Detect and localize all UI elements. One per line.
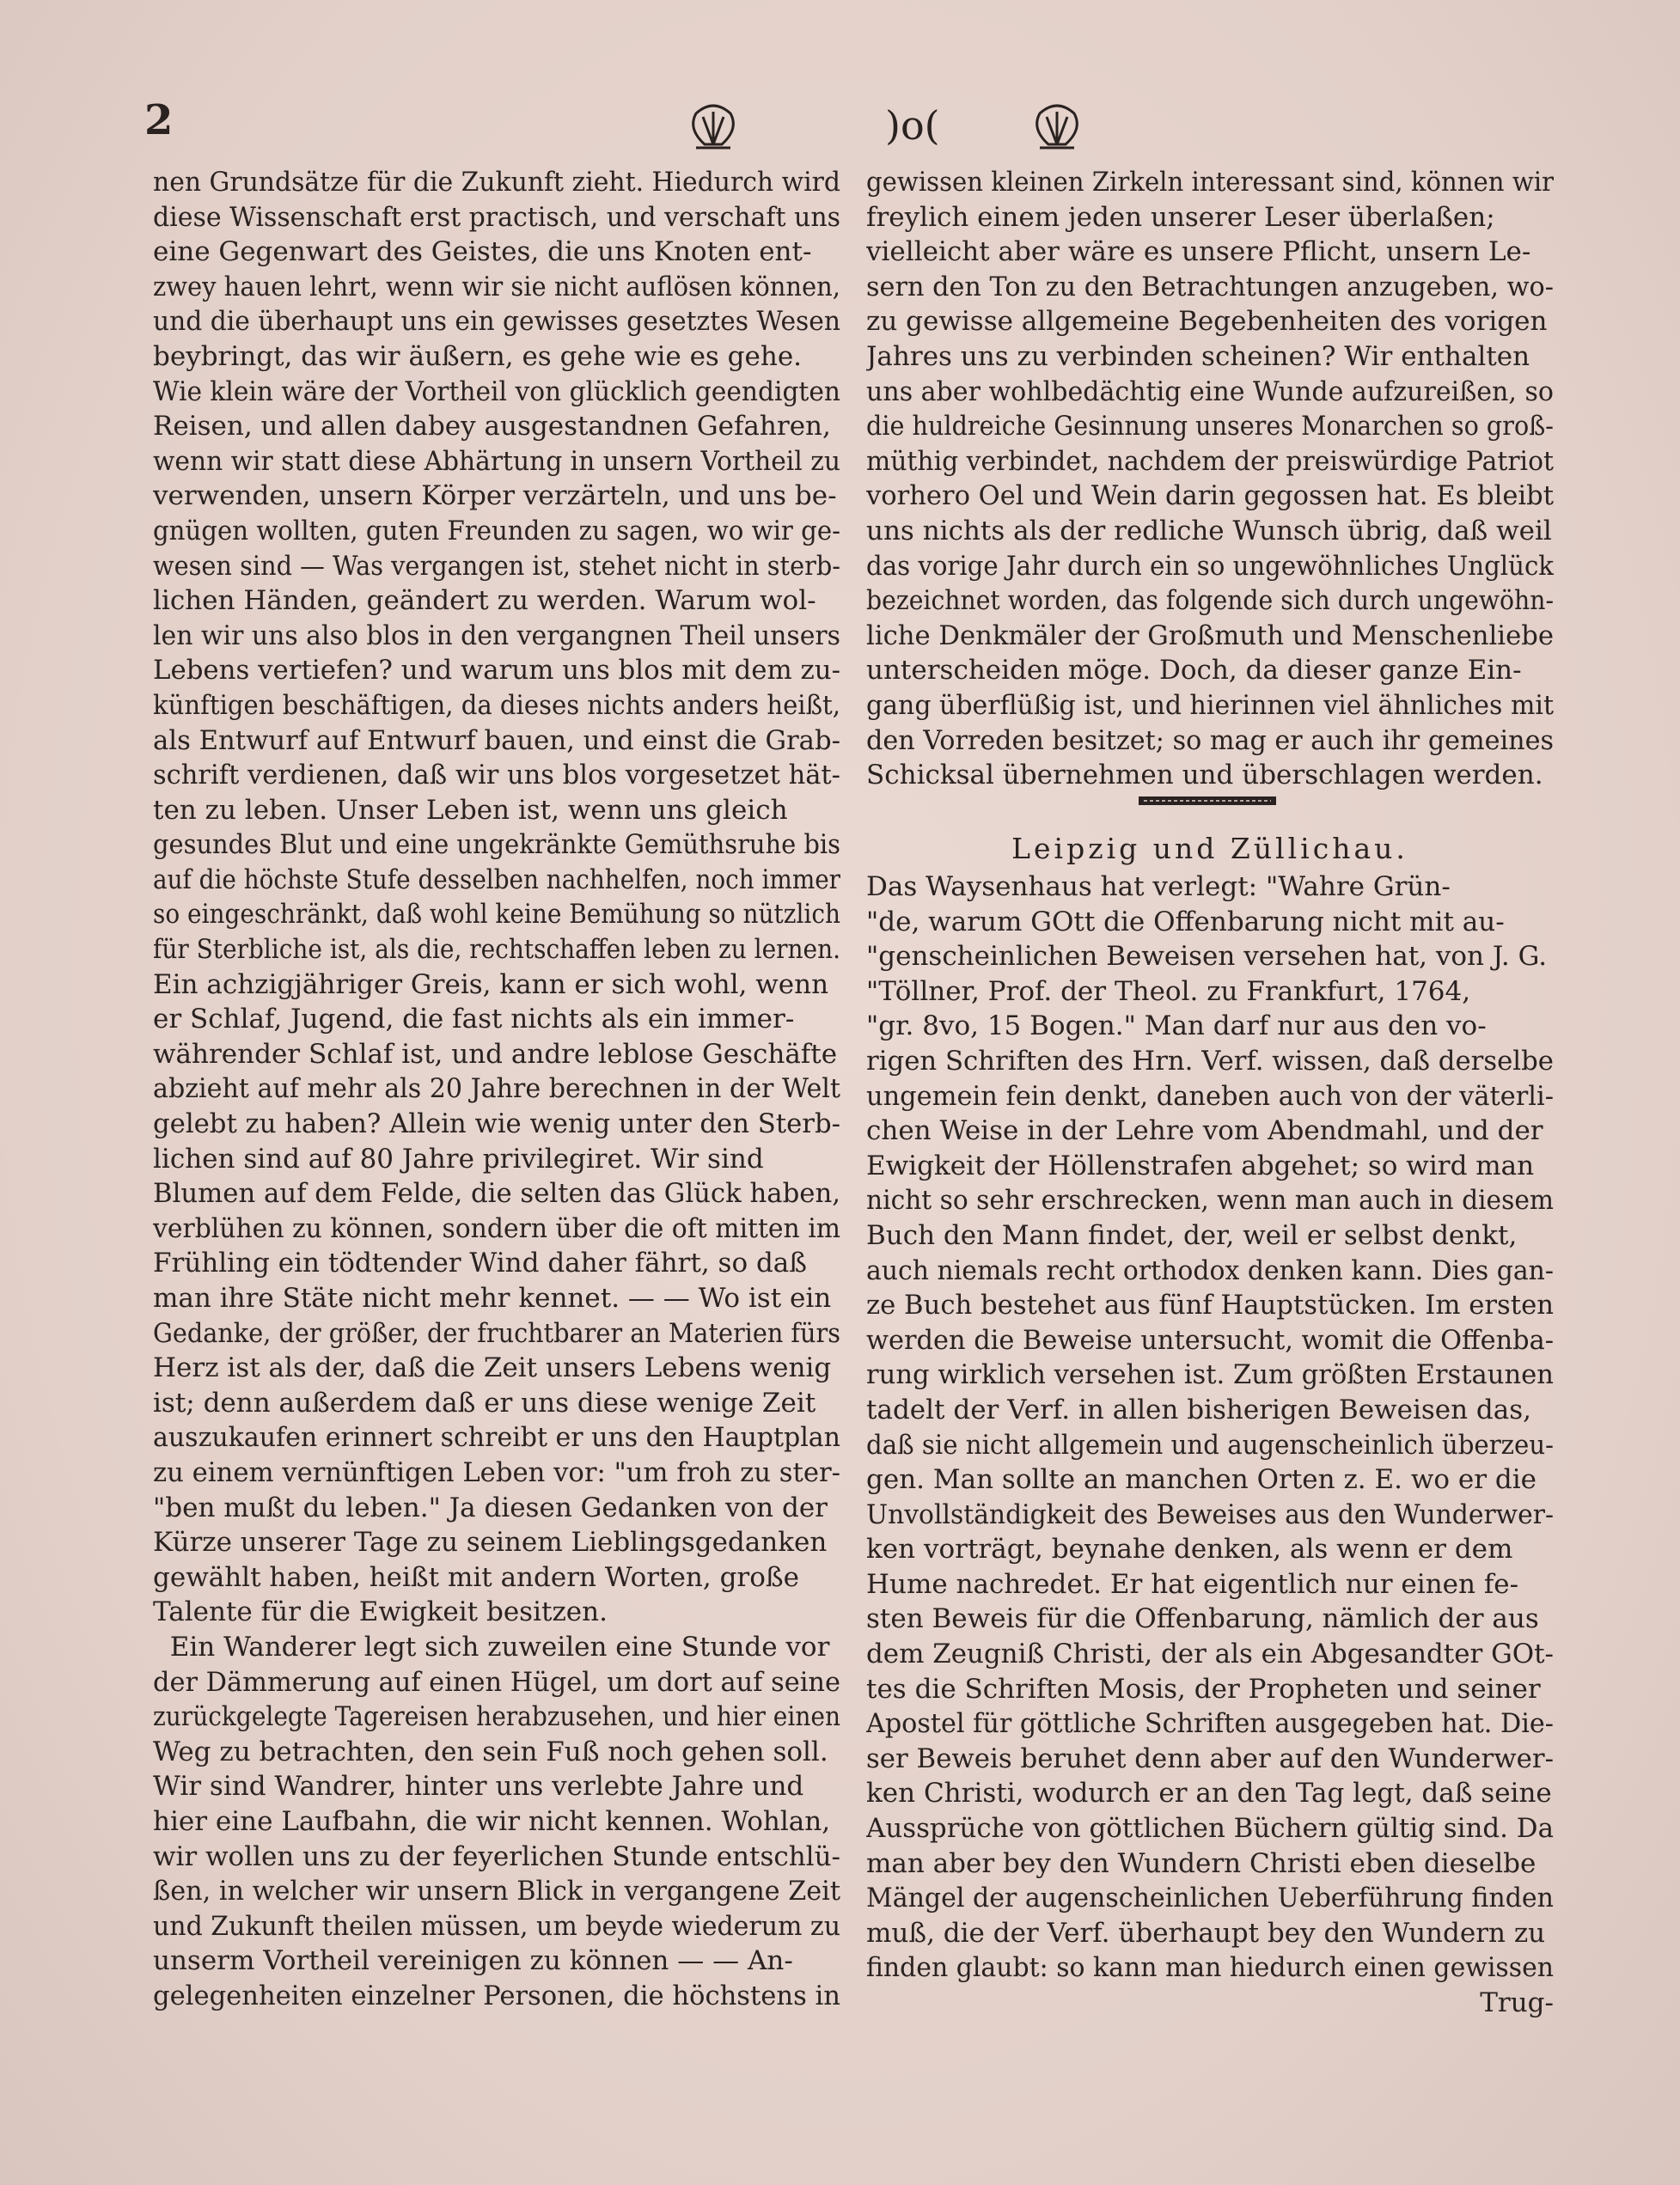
text-line: er Schlaf, Jugend, die fast nichts als ein immer- bbox=[153, 1004, 795, 1035]
text-line: abzieht auf mehr als 20 Jahre berechnen in der Welt bbox=[153, 1073, 840, 1105]
text-line: Jahres uns zu verbinden scheinen? Wir enthalten bbox=[866, 340, 1530, 372]
text-line: uns nichts als der redliche Wunsch übrig, daß weil bbox=[866, 515, 1552, 546]
text-line: auszukaufen erinnert schreibt er uns den Hauptplan bbox=[153, 1422, 840, 1454]
text-line: ser Beweis beruhet denn aber auf den Wunderwer- bbox=[866, 1743, 1554, 1774]
text-line: so eingeschränkt, daß wohl keine Bemühung so nützlich bbox=[153, 899, 840, 931]
text-line: chen Weise in der Lehre vom Abendmahl, und der bbox=[866, 1115, 1543, 1147]
text-line: zu gewisse allgemeine Begebenheiten des vorigen bbox=[866, 306, 1548, 338]
ornament-text: )o( bbox=[885, 102, 940, 149]
text-line: müthig verbindet, nachdem der preiswürdige Patriot bbox=[866, 445, 1554, 477]
text-line: dem Zeugniß Christi, der als ein Abgesandter GOt- bbox=[866, 1639, 1554, 1670]
text-line: Herz ist als der, daß die Zeit unsers Lebens wenig bbox=[153, 1352, 832, 1384]
text-line: Unvollständigkeit des Beweises aus den Wunderwer- bbox=[866, 1498, 1554, 1530]
text-line: unserm Vortheil vereinigen zu können — — An- bbox=[153, 1945, 793, 1977]
text-line: verwenden, unsern Körper verzärteln, und uns be- bbox=[153, 480, 837, 512]
text-line: Lebens vertiefen? und warum uns blos mit dem zu- bbox=[153, 655, 840, 687]
text-line: gelegenheiten einzelner Personen, die höchstens in bbox=[153, 1980, 840, 2011]
text-line: "de, warum GOtt die Offenbarung nicht mit au- bbox=[866, 906, 1505, 937]
text-line: daß sie nicht allgemein und augenscheinlich überzeu- bbox=[866, 1429, 1554, 1461]
text-line: auf die höchste Stufe desselben nachhelfen, noch immer bbox=[153, 864, 840, 895]
text-line: ken Christi, wodurch er an den Tag legt, daß seine bbox=[866, 1778, 1552, 1810]
text-line: Trug- bbox=[1480, 1987, 1554, 2018]
text-line: währender Schlaf ist, und andre leblose Geschäfte bbox=[153, 1038, 838, 1070]
text-line: Kürze unserer Tage zu seinem Lieblingsgedanken bbox=[153, 1527, 828, 1559]
left-column bbox=[153, 165, 840, 2013]
text-line: zwey hauen lehrt, wenn wir sie nicht auflösen können, bbox=[153, 271, 840, 302]
text-line: eine Gegenwart des Geistes, die uns Knoten ent- bbox=[153, 236, 812, 268]
text-line: Ein Wanderer legt sich zuweilen eine Stunde vor bbox=[153, 1631, 830, 1663]
right-column-top bbox=[866, 165, 1554, 793]
text-line: zurückgelegte Tagereisen herabzusehen, und hier einen bbox=[153, 1701, 840, 1733]
text-line: man aber bey den Wundern Christi eben dieselbe bbox=[866, 1847, 1536, 1879]
text-line: hier eine Laufbahn, die wir nicht kennen. Wohlan, bbox=[153, 1805, 831, 1837]
text-line: gesundes Blut und eine ungekränkte Gemüthsruhe bis bbox=[153, 829, 840, 861]
text-line: Apostel für göttliche Schriften ausgegeben hat. Die- bbox=[866, 1708, 1554, 1740]
text-line: ken vorträgt, beynahe denken, als wenn er dem bbox=[866, 1534, 1513, 1566]
text-line: Aussprüche von göttlichen Büchern gültig sind. Da bbox=[866, 1813, 1554, 1845]
text-line: werden die Beweise untersucht, womit die Offenba- bbox=[866, 1324, 1554, 1356]
text-line: Wie klein wäre der Vortheil von glücklich geendigten bbox=[153, 375, 840, 407]
text-line: Das Waysenhaus hat verlegt: "Wahre Grün- bbox=[866, 871, 1451, 902]
text-line: rung wirklich versehen ist. Zum größten Erstaunen bbox=[866, 1359, 1554, 1391]
text-line: wir wollen uns zu der feyerlichen Stunde entschlü- bbox=[153, 1840, 840, 1872]
text-line: Talente für die Ewigkeit besitzen. bbox=[153, 1596, 608, 1628]
header-ornament-icon bbox=[670, 95, 1152, 155]
text-line: unterscheiden möge. Doch, da dieser ganze Ein- bbox=[866, 655, 1522, 687]
text-line: der Dämmerung auf einen Hügel, um dort auf seine bbox=[153, 1666, 840, 1698]
text-line: Reisen, und allen dabey ausgestandnen Gefahren, bbox=[153, 411, 831, 442]
text-line: beybringt, das wir äußern, es gehe wie es gehe. bbox=[153, 340, 803, 372]
text-line: den Vorreden besitzet; so mag er auch ihr gemeines bbox=[866, 724, 1554, 756]
text-line: "genscheinlichen Beweisen versehen hat, von J. G. bbox=[866, 941, 1548, 973]
text-line: Weg zu betrachten, den sein Fuß noch gehen soll. bbox=[153, 1736, 828, 1767]
text-line: Blumen auf dem Felde, die selten das Glück haben, bbox=[153, 1178, 840, 1210]
text-line: gewählt haben, heißt mit andern Worten, große bbox=[153, 1561, 799, 1593]
text-line: Frühling ein tödtender Wind daher fährt, so daß bbox=[153, 1248, 807, 1279]
text-line: sten Beweis für die Offenbarung, nämlich der aus bbox=[866, 1603, 1539, 1635]
text-line: ist; denn außerdem daß er uns diese wenige Zeit bbox=[153, 1387, 816, 1419]
text-line: liche Denkmäler der Großmuth und Menschenliebe bbox=[866, 619, 1554, 651]
page-number: 2 bbox=[144, 96, 174, 144]
text-line: künftigen beschäftigen, da dieses nichts anders heißt, bbox=[153, 689, 840, 721]
text-line: freylich einem jeden unserer Leser überlaßen; bbox=[866, 201, 1495, 233]
text-line: gang überflüßig ist, und hierinnen viel ähnliches mit bbox=[866, 689, 1554, 721]
text-line: diese Wissenschaft erst practisch, und verschaft uns bbox=[153, 201, 840, 233]
text-line: Hume nachredet. Er hat eigentlich nur einen fe- bbox=[866, 1568, 1519, 1600]
text-line: Schicksal übernehmen und überschlagen werden. bbox=[866, 760, 1543, 791]
text-line: Mängel der augenscheinlichen Ueberführung finden bbox=[866, 1883, 1554, 1914]
text-line: "ben mußt du leben." Ja diesen Gedanken von der bbox=[153, 1492, 828, 1523]
text-line: ten zu leben. Unser Leben ist, wenn uns gleich bbox=[153, 794, 788, 826]
text-line: uns aber wohlbedächtig eine Wunde aufzureißen, so bbox=[866, 375, 1554, 407]
text-line: zu einem vernünftigen Leben vor: "um froh zu ster- bbox=[153, 1456, 840, 1488]
text-line: "gr. 8vo, 15 Bogen." Man darf nur aus den vo- bbox=[866, 1010, 1487, 1042]
text-line: vielleicht aber wäre es unsere Pflicht, unsern Le- bbox=[866, 236, 1531, 268]
text-line: tes die Schriften Mosis, der Propheten und seiner bbox=[866, 1673, 1541, 1705]
text-line: len wir uns also blos in den vergangnen Theil unsers bbox=[153, 619, 840, 651]
text-line: muß, die der Verf. überhaupt bey den Wundern zu bbox=[866, 1917, 1546, 1949]
text-line: gen. Man sollte an manchen Orten z. E. wo er die bbox=[866, 1464, 1537, 1496]
text-line: ßen, in welcher wir unsern Blick in vergangene Zeit bbox=[153, 1876, 840, 1907]
text-line: als Entwurf auf Entwurf bauen, und einst die Grab- bbox=[153, 724, 840, 756]
text-line: wesen sind — Was vergangen ist, stehet nicht in sterb- bbox=[153, 550, 840, 582]
text-line: Ewigkeit der Höllenstrafen abgehet; so wird man bbox=[866, 1150, 1535, 1181]
text-line: Gedanke, der größer, der fruchtbarer an Materien fürs bbox=[153, 1317, 840, 1349]
text-line: wenn wir statt diese Abhärtung in unsern Vortheil zu bbox=[153, 445, 840, 477]
text-line: vorhero Oel und Wein darin gegossen hat. Es bleibt bbox=[866, 480, 1554, 512]
text-line: für Sterbliche ist, als die, rechtschaffen leben zu lernen. bbox=[153, 934, 840, 966]
text-line: und die überhaupt uns ein gewisses gesetztes Wesen bbox=[153, 306, 840, 338]
text-line: rigen Schriften des Hrn. Verf. wissen, daß derselbe bbox=[866, 1045, 1554, 1077]
section-divider bbox=[1139, 794, 1276, 808]
text-line: die huldreiche Gesinnung unseres Monarchen so groß- bbox=[866, 411, 1554, 442]
text-line: lichen sind auf 80 Jahre privilegiret. Wir sind bbox=[153, 1143, 764, 1175]
text-line: nicht so sehr erschrecken, wenn man auch in diesem bbox=[866, 1185, 1554, 1217]
text-line: man ihre Stäte nicht mehr kennet. — — Wo ist ein bbox=[153, 1283, 832, 1314]
right-column-bottom bbox=[866, 870, 1554, 2021]
text-line: tadelt der Verf. in allen bisherigen Beweisen das, bbox=[866, 1394, 1532, 1425]
text-line: verblühen zu können, sondern über die oft mitten im bbox=[153, 1212, 840, 1244]
text-line: Buch den Mann findet, der, weil er selbst denkt, bbox=[866, 1219, 1518, 1251]
text-line: schrift verdienen, daß wir uns blos vorgesetzet hät- bbox=[153, 760, 840, 791]
text-line: gnügen wollten, guten Freunden zu sagen, wo wir ge- bbox=[153, 515, 840, 546]
text-line: finden glaubt: so kann man hiedurch einen gewissen bbox=[866, 1952, 1554, 1984]
text-line: auch niemals recht orthodox denken kann. Dies gan- bbox=[866, 1254, 1554, 1286]
text-line: "Töllner, Prof. der Theol. zu Frankfurt, 1764, bbox=[866, 975, 1471, 1007]
text-line: nen Grundsätze für die Zukunft zieht. Hiedurch wird bbox=[153, 167, 840, 198]
text-line: das vorige Jahr durch ein so ungewöhnliches Unglück bbox=[866, 550, 1554, 582]
text-line: Ein achzigjähriger Greis, kann er sich wohl, wenn bbox=[153, 968, 829, 1000]
page-header bbox=[137, 95, 1564, 155]
text-line: ze Buch bestehet aus fünf Hauptstücken. Im ersten bbox=[866, 1290, 1554, 1321]
text-line: gewissen kleinen Zirkeln interessant sind, können wir bbox=[866, 167, 1554, 198]
text-line: ungemein fein denkt, daneben auch von der väterli- bbox=[866, 1080, 1554, 1112]
text-line: bezeichnet worden, das folgende sich durch ungewöhn- bbox=[866, 585, 1554, 617]
text-line: gelebt zu haben? Allein wie wenig unter den Sterb- bbox=[153, 1108, 840, 1140]
text-line: Wir sind Wandrer, hinter uns verlebte Jahre und bbox=[153, 1771, 804, 1803]
section-title: Leipzig und Züllichau. bbox=[1011, 832, 1408, 865]
text-line: und Zukunft theilen müssen, um beyde wiederum zu bbox=[153, 1910, 840, 1942]
text-line: sern den Ton zu den Betrachtungen anzugeben, wo- bbox=[866, 271, 1554, 302]
text-line: lichen Händen, geändert zu werden. Warum wol- bbox=[153, 585, 816, 617]
